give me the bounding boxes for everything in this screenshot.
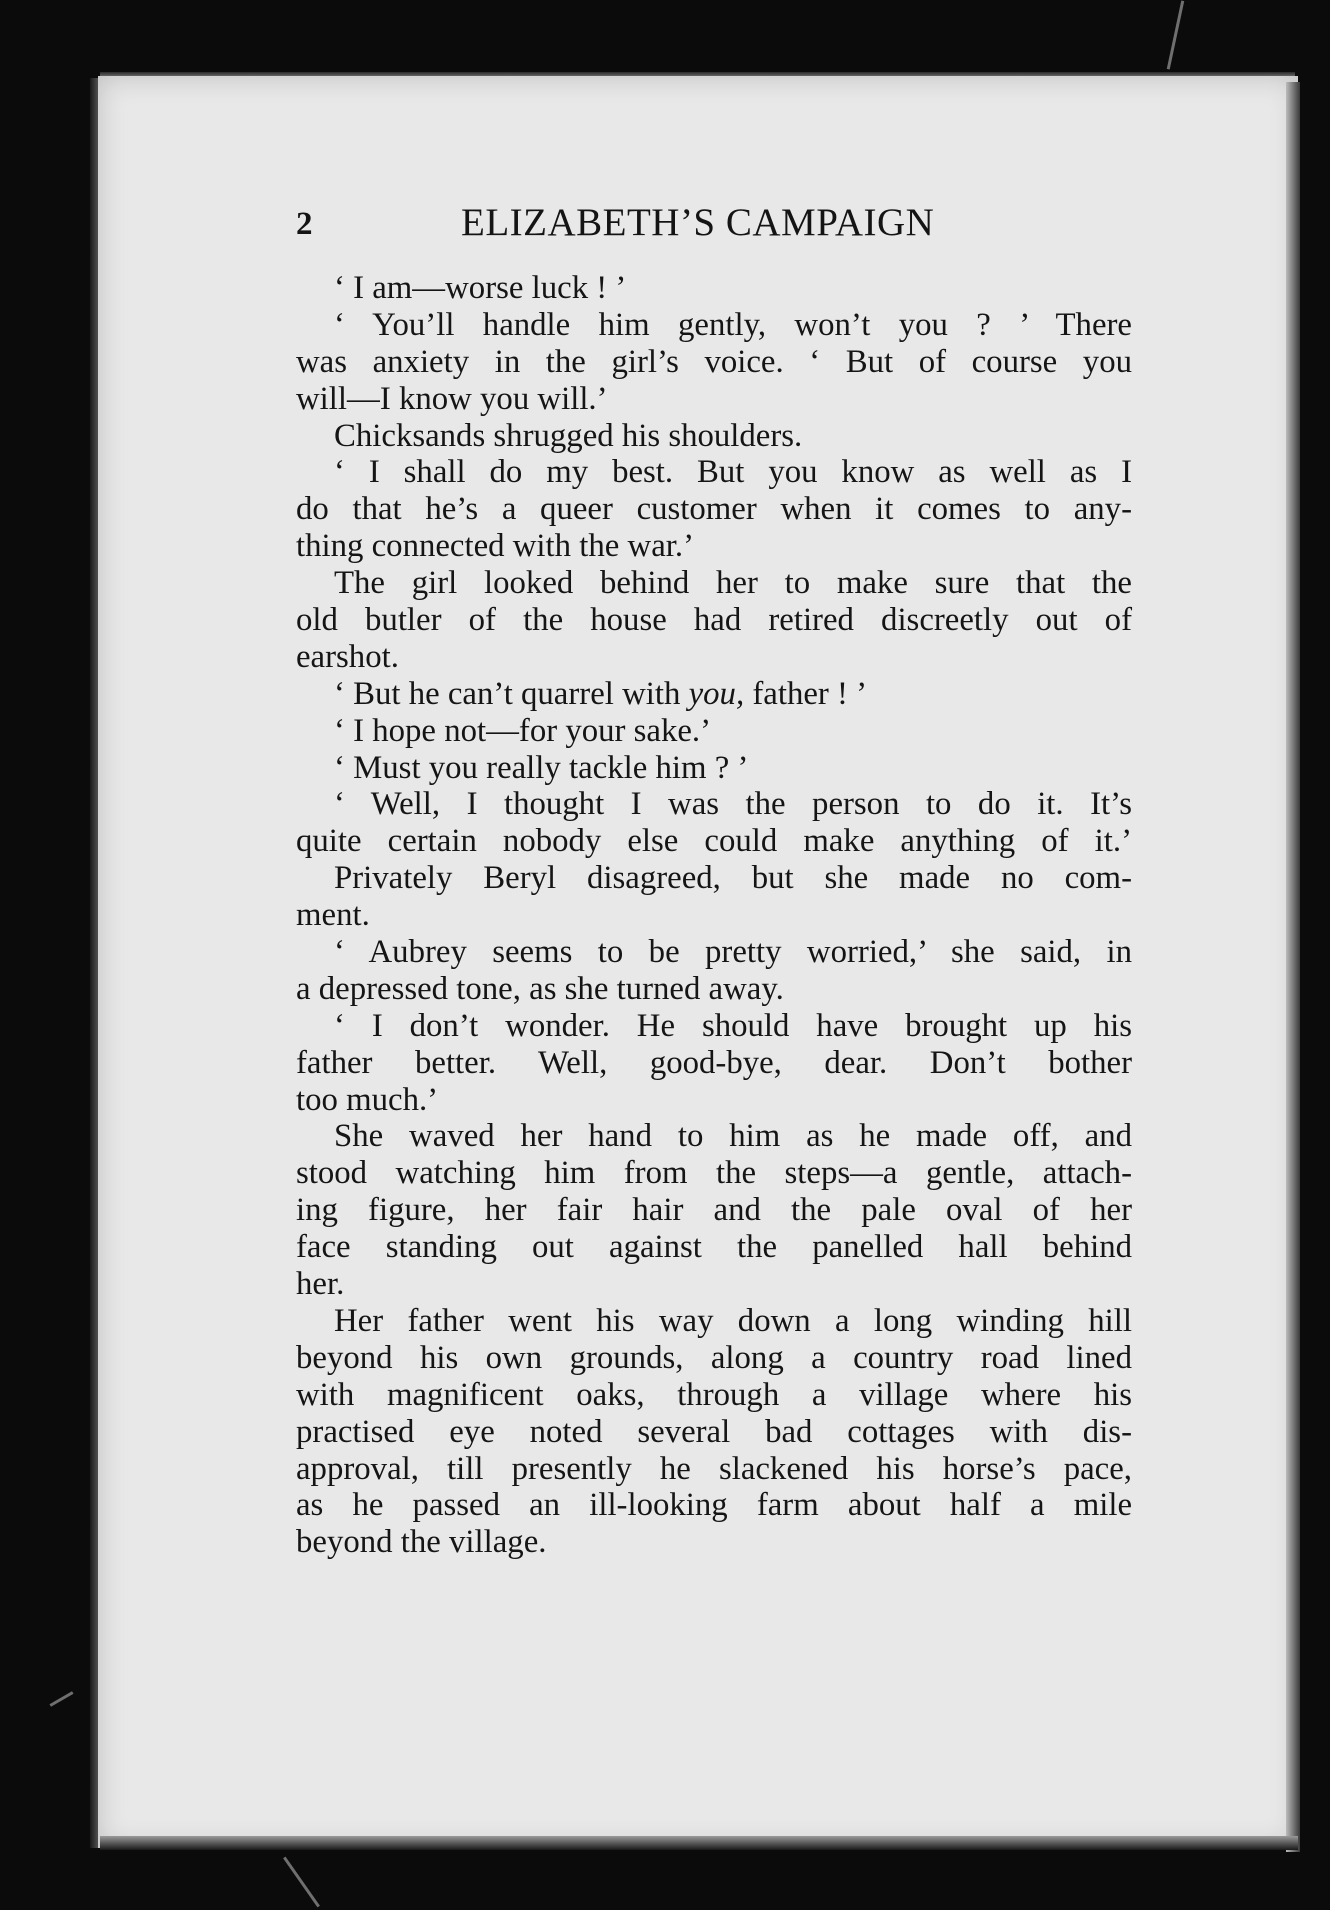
text-line: father better. Well, good-bye, dear. Don’t bother	[296, 1044, 1132, 1081]
text-line: ment.	[296, 897, 370, 934]
page-number: 2	[296, 206, 313, 242]
text-line: ‘ I shall do my best. But you know as well as I	[334, 454, 1132, 491]
text-line: Privately Beryl disagreed, but she made no com-	[334, 860, 1132, 897]
scan-mark	[1167, 0, 1184, 69]
running-title: ELIZABETH’S CAMPAIGN	[461, 201, 935, 244]
text-line: ‘ Well, I thought I was the person to do it. It’s	[334, 786, 1132, 823]
text-line: practised eye noted several bad cottages with dis-	[296, 1413, 1132, 1450]
body-text	[296, 270, 1132, 1561]
text-line: ‘ But he can’t quarrel with you, father ! ’	[334, 675, 868, 712]
text-line: was anxiety in the girl’s voice. ‘ But of course you	[296, 343, 1132, 380]
page-edge-right	[1286, 82, 1300, 1852]
text-line: She waved her hand to him as he made off, and	[334, 1118, 1132, 1155]
text-line: stood watching him from the steps—a gentle, attach-	[296, 1155, 1132, 1192]
text-line: ‘ I am—worse luck ! ’	[334, 270, 627, 306]
emphasis-text: you,	[688, 675, 745, 712]
text-line: ‘ Must you really tackle him ? ’	[334, 749, 749, 786]
text-line: ‘ I don’t wonder. He should have brought up his	[334, 1007, 1132, 1044]
running-header	[296, 200, 1134, 252]
text-line: will—I know you will.’	[296, 380, 608, 417]
text-line: thing connected with the war.’	[296, 528, 694, 565]
text-line: a depressed tone, as she turned away.	[296, 970, 784, 1007]
text-line: The girl looked behind her to make sure that the	[334, 565, 1132, 602]
text-line: as he passed an ill-looking farm about half a mile	[296, 1487, 1132, 1524]
text-line: ing figure, her fair hair and the pale oval of her	[296, 1192, 1132, 1229]
scan-mark	[283, 1857, 320, 1908]
page-edge-bottom	[100, 1836, 1298, 1850]
text-line: earshot.	[296, 638, 399, 675]
text-line: old butler of the house had retired discreetly out of	[296, 602, 1132, 639]
text-line: with magnificent oaks, through a village where his	[296, 1376, 1132, 1413]
text-line: ‘ I hope not—for your sake.’	[334, 712, 712, 749]
text-line: do that he’s a queer customer when it comes to any-	[296, 491, 1132, 528]
text-line: ‘ You’ll handle him gently, won’t you ? ’ There	[334, 306, 1132, 343]
text-line: Her father went his way down a long winding hill	[334, 1302, 1132, 1339]
text-line: ‘ Aubrey seems to be pretty worried,’ she said, in	[334, 934, 1132, 971]
text-line: beyond the village.	[296, 1524, 547, 1561]
text-line: quite certain nobody else could make anything of it.’	[296, 823, 1132, 860]
text-line: her.	[296, 1266, 345, 1303]
text-line: face standing out against the panelled hall behind	[296, 1229, 1132, 1266]
text-line: beyond his own grounds, along a country road lined	[296, 1339, 1132, 1376]
text-line: Chicksands shrugged his shoulders.	[334, 417, 803, 454]
scan-mark	[49, 1691, 73, 1707]
text-line: too much.’	[296, 1081, 439, 1118]
text-line: approval, till presently he slackened his horse’s pace,	[296, 1450, 1132, 1487]
